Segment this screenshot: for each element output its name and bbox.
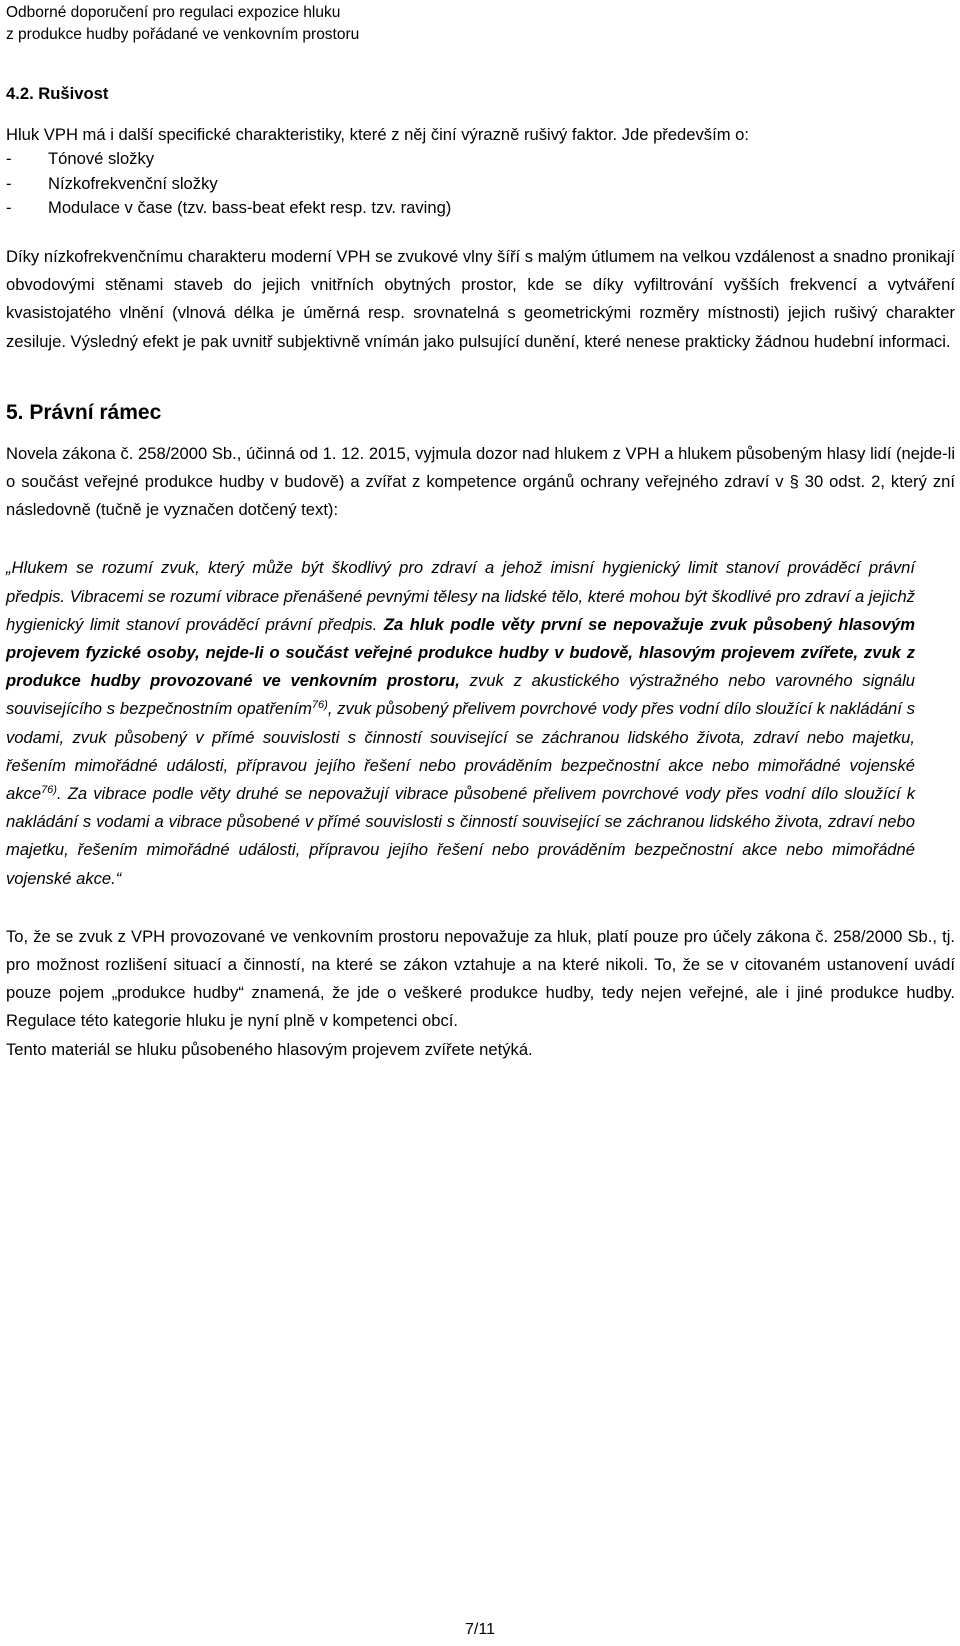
section-5-paragraph: Novela zákona č. 258/2000 Sb., účinná od 1. 12. 2015, vyjmula dozor nad hlukem z VPH a hlukem působeným hlasy lidí (nejde-li o součást veřejné produkce hudby v budově) a zvířat z kompetence orgánů ochrany veřejného zdraví v § 30 odst. 2, který zní následovně (tučně je vyznačen dotčený text):	[6, 443, 955, 520]
list-item: - Tónové složky	[6, 149, 155, 169]
footnote-ref: 76)	[311, 699, 328, 712]
law-quote-bold: Za hluk podle věty první se nepovažuje zvuk působený hlasovým projevem fyzické osoby, nejde-li o součást veřejné produkce hudby v budově, hlasovým projevem zvířete, zvuk z produkce hudby provozované ve venkovním prostoru,	[6, 614, 915, 691]
document-body	[6, 82, 955, 1064]
page-number: 7/11	[465, 1621, 495, 1638]
section-5-after-paragraph: To, že se zvuk z VPH provozované ve venkovním prostoru nepovažuje za hluk, platí pouze pro účely zákona č. 258/2000 Sb., tj. pro možnost rozlišení situací a činností, na které se zákon vztahuje a na které nikoli. To, že se v citovaném ustanovení uvádí pouze pojem „produkce hudby“ znamená, že jde o veškeré produkce hudby, tedy nejen veřejné, ale i jiné produkce hudby. Regulace této kategorie hluku je nyní plně v kompetenci obcí.	[6, 926, 955, 1031]
section-4-2-intro: Hluk VPH má i další specifické charakteristiky, které z něj činí výrazně rušivý faktor. Jde především o:	[6, 124, 749, 144]
header-line-2: z produkce hudby pořádané ve venkovním prostoru	[6, 26, 360, 43]
section-5-final-line: Tento materiál se hluku působeného hlasovým projevem zvířete netýká.	[6, 1039, 533, 1059]
section-4-2-title: 4.2. Rušivost	[6, 84, 109, 103]
section-4-2-paragraph: Díky nízkofrekvenčnímu charakteru moderní VPH se zvukové vlny šíří s malým útlumem na velkou vzdálenost a snadno pronikají obvodovými stěnami staveb do jejich vnitřních obytných prostor, kde se díky vyfiltrování vyšších frekvencí a vytváření kvasistojatého vlnění (vlnová délka je úměrná resp. srovnatelná s geometrickými rozměry místnosti) jejich rušivý charakter zesiluje. Výsledný efekt je pak uvnitř subjektivně vnímán jako pulsující dunění, které nenese prakticky žádnou hudební informaci.	[6, 246, 955, 351]
header-line-1: Odborné doporučení pro regulaci expozice hluku	[6, 4, 341, 21]
footnote-ref: 76)	[41, 784, 57, 797]
list-item: - Modulace v čase (tzv. bass-beat efekt resp. tzv. raving)	[6, 198, 452, 218]
disturbance-list	[6, 147, 955, 221]
running-header	[6, 2, 359, 46]
list-item: - Nízkofrekvenční složky	[6, 173, 218, 193]
law-quote: „Hlukem se rozumí zvuk, který může být škodlivý pro zdraví a jehož imisní hygienický limit stanoví prováděcí právní předpis. Vibracemi se rozumí vibrace přenášené pevnými tělesy na lidské tělo, které mohou být škodlivé pro zdraví a jejichž hygienický limit stanoví prováděcí právní předpis. Za hluk podle věty první se nepovažuje zvuk působený hlasovým projevem fyzické osoby, nejde-li o součást veřejné produkce hudby v budově, hlasovým projevem zvířete, zvuk z produkce hudby provozované ve venkovním prostoru, zvuk z akustického výstražného nebo varovného signálu souvisejícího s bezpečnostním opatřením$^{76)}$, zvuk působený přelivem povrchové vody přes vodní dílo sloužící k nakládání s vodami, zvuk působený v přímé souvislosti s činností související se záchranou lidského života, zdraví nebo majetku, řešením mimořádné události, přípravou jejího řešení nebo prováděním bezpečnostní akce nebo mimořádné vojenské akce$^{76)}$. Za vibrace podle věty druhé se nepovažují vibrace působené přelivem povrchové vody přes vodní dílo sloužící k nakládání s vodami a vibrace působené v přímé souvislosti s činností související se záchranou lidského života, zdraví nebo majetku, řešením mimořádné události, přípravou jejího řešení nebo prováděním bezpečnostní akce nebo mimořádné vojenské akce.“	[6, 558, 915, 888]
section-5-title: 5. Právní rámec	[6, 400, 162, 424]
